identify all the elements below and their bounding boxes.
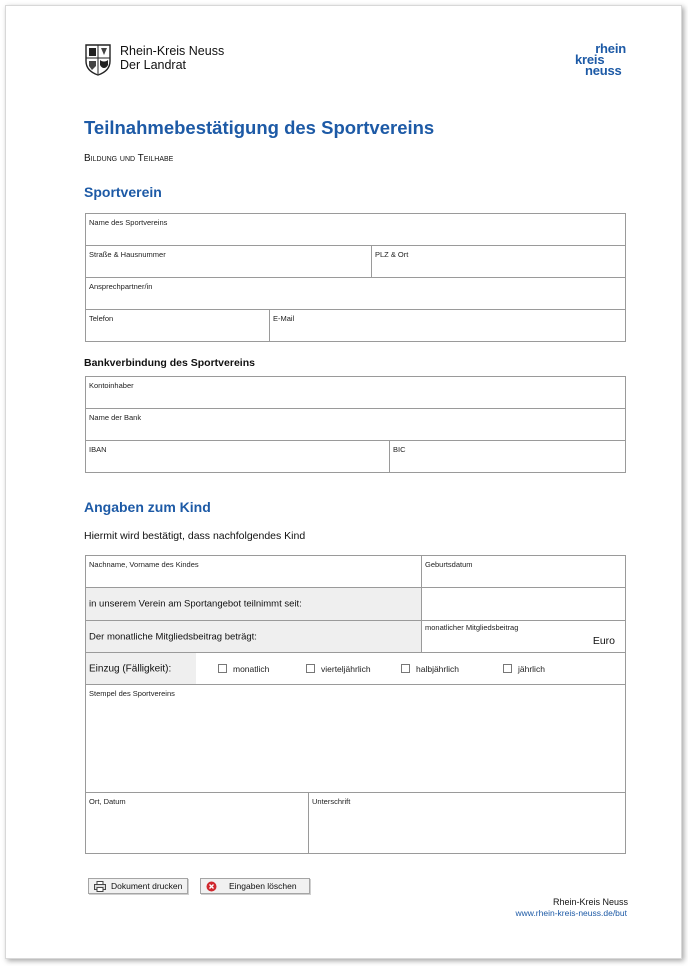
iban-label: IBAN xyxy=(89,445,107,454)
print-button-label: Dokument drucken xyxy=(111,881,183,891)
intro-text: Hiermit wird bestätigt, dass nachfolgendes Kind xyxy=(84,530,306,542)
email-field[interactable] xyxy=(270,310,625,341)
zip-city-label: PLZ & Ort xyxy=(375,250,409,259)
contact-field[interactable] xyxy=(86,278,625,310)
heading-sportverein: Sportverein xyxy=(84,184,162,200)
option-halbjaehrlich-label: halbjährlich xyxy=(416,663,459,674)
zip-city-field[interactable] xyxy=(372,246,625,277)
clear-button-label: Eingaben löschen xyxy=(229,881,297,891)
checkbox-jaehrlich[interactable] xyxy=(503,664,512,673)
bank-name-field[interactable] xyxy=(86,409,625,441)
birthdate-label: Geburtsdatum xyxy=(425,560,473,569)
heading-kind: Angaben zum Kind xyxy=(84,499,211,515)
page-title: Teilnahmebestätigung des Sportvereins xyxy=(84,117,435,138)
authority-line2: Der Landrat xyxy=(120,58,187,72)
place-date-label: Ort, Datum xyxy=(89,797,126,806)
contact-label: Ansprechpartner/in xyxy=(89,282,153,291)
einzug-label: Einzug (Fälligkeit): xyxy=(89,663,172,674)
fee-row xyxy=(86,621,625,653)
contact-row xyxy=(86,310,625,341)
since-text: in unserem Verein am Sportangebot teilnimmt seit: xyxy=(89,598,302,610)
option-vierteljaehrlich[interactable] xyxy=(306,664,371,674)
child-row xyxy=(86,556,625,588)
option-vierteljaehrlich-label: vierteljährlich xyxy=(321,663,371,674)
holder-field[interactable] xyxy=(86,377,625,409)
fee-label: monatlicher Mitgliedsbeitrag xyxy=(425,623,519,632)
option-halbjaehrlich[interactable] xyxy=(401,664,459,674)
logo-line3: neuss xyxy=(585,63,622,78)
fee-field[interactable] xyxy=(422,621,625,652)
logo-line2: kreis xyxy=(575,52,605,67)
since-text-cell xyxy=(86,588,422,620)
print-button[interactable] xyxy=(88,878,188,894)
iban-field[interactable] xyxy=(86,441,390,472)
stamp-field[interactable] xyxy=(86,685,625,793)
sportverein-form xyxy=(85,213,626,342)
bic-field[interactable] xyxy=(390,441,625,472)
signature-row xyxy=(86,793,625,853)
rhein-kreis-neuss-logo xyxy=(574,43,628,76)
footer-url[interactable]: www.rhein-kreis-neuss.de/but xyxy=(515,908,627,918)
since-row xyxy=(86,588,625,621)
signature-field[interactable] xyxy=(309,793,625,853)
fee-text: Der monatliche Mitgliedsbeitrag beträgt: xyxy=(89,631,257,642)
clear-button[interactable] xyxy=(200,878,310,894)
street-label: Straße & Hausnummer xyxy=(89,250,166,259)
heading-bank: Bankverbindung des Sportvereins xyxy=(84,357,255,369)
since-field[interactable] xyxy=(422,588,625,620)
iban-bic-row xyxy=(86,441,625,472)
printer-icon xyxy=(94,881,106,892)
fee-unit: Euro xyxy=(592,635,615,647)
phone-label: Telefon xyxy=(89,314,114,323)
stamp-label: Stempel des Sportvereins xyxy=(89,689,175,698)
checkbox-vierteljaehrlich[interactable] xyxy=(306,664,315,673)
option-monatlich[interactable] xyxy=(218,664,269,674)
signature-label: Unterschrift xyxy=(312,797,351,806)
phone-field[interactable] xyxy=(86,310,270,341)
name-field[interactable] xyxy=(86,214,625,246)
page-subtitle: Bildung und Teilhabe xyxy=(84,153,174,164)
footer-org: Rhein-Kreis Neuss xyxy=(552,897,628,907)
logo-line1: rhein xyxy=(595,41,626,56)
bank-form xyxy=(85,376,626,473)
street-field[interactable] xyxy=(86,246,372,277)
bank-name-label: Name der Bank xyxy=(89,413,142,422)
bic-label: BIC xyxy=(393,445,406,454)
clear-icon xyxy=(206,881,217,892)
option-jaehrlich[interactable] xyxy=(503,664,545,674)
child-name-label: Nachname, Vorname des Kindes xyxy=(89,560,199,569)
checkbox-monatlich[interactable] xyxy=(218,664,227,673)
coat-of-arms-icon xyxy=(84,43,112,76)
fee-text-cell xyxy=(86,621,422,652)
option-monatlich-label: monatlich xyxy=(233,663,270,674)
place-date-field[interactable] xyxy=(86,793,309,853)
authority-line1: Rhein-Kreis Neuss xyxy=(120,44,225,58)
option-jaehrlich-label: jährlich xyxy=(518,663,545,674)
birthdate-field[interactable] xyxy=(422,556,625,587)
checkbox-halbjaehrlich[interactable] xyxy=(401,664,410,673)
child-name-field[interactable] xyxy=(86,556,422,587)
einzug-label-cell xyxy=(86,653,196,684)
einzug-row xyxy=(86,653,625,685)
address-row xyxy=(86,246,625,278)
name-label: Name des Sportvereins xyxy=(89,218,168,227)
authority-name xyxy=(120,44,224,72)
kind-form xyxy=(85,555,626,854)
holder-label: Kontoinhaber xyxy=(89,381,134,390)
email-label: E-Mail xyxy=(273,314,295,323)
